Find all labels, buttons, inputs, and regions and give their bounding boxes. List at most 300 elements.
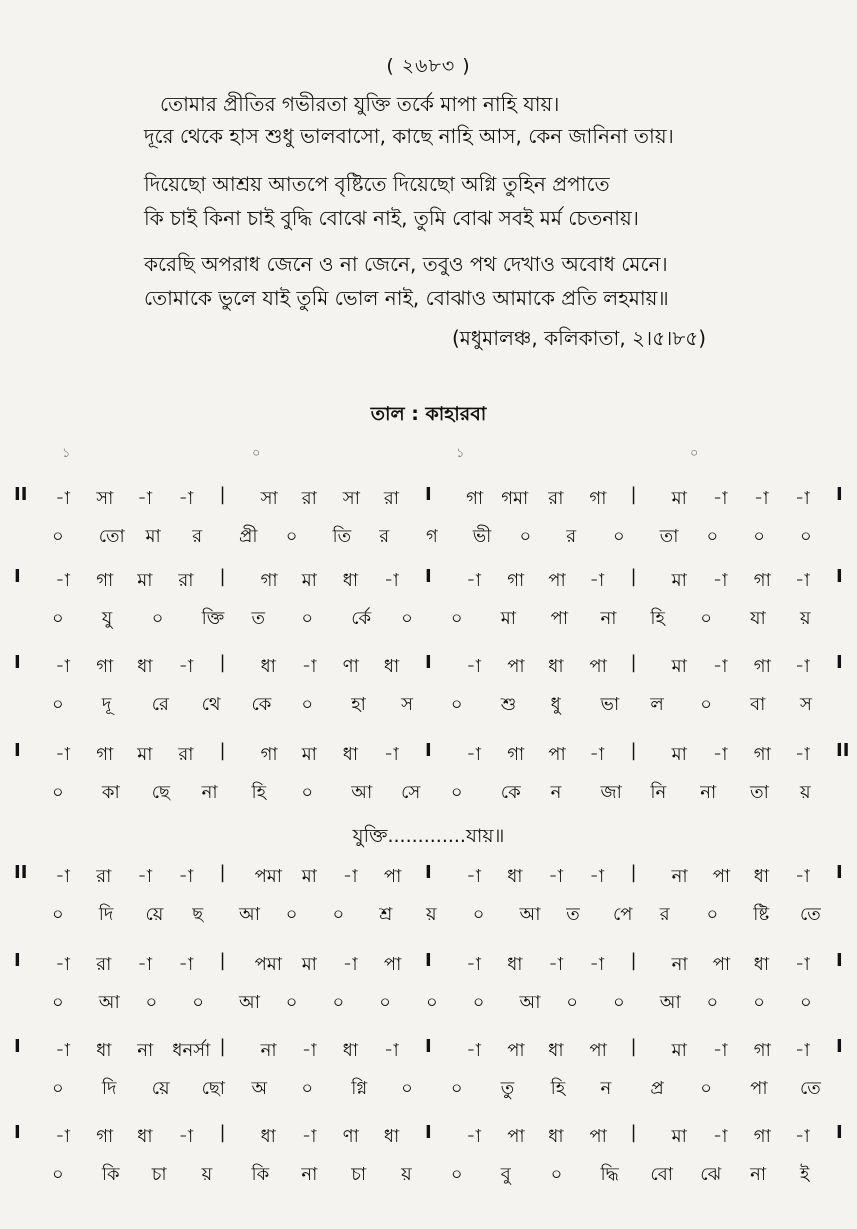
bar-line: I	[836, 862, 843, 883]
bar-line: |	[630, 740, 637, 761]
swara-note: পা	[712, 866, 731, 887]
lyric-syllable: ০	[52, 694, 64, 715]
swara-note: -া	[712, 744, 728, 765]
bar-line: I	[14, 1036, 21, 1057]
swara-note: -া	[301, 656, 317, 677]
lyric-syllable: তি	[332, 526, 352, 547]
lyric-syllable: ০	[401, 1078, 413, 1099]
swara-note: -া	[548, 954, 564, 975]
lyric-syllable: অ	[251, 1078, 268, 1099]
lyric-syllable: ০	[519, 526, 532, 547]
bar-line: I	[425, 1122, 432, 1143]
lyric-syllable: না	[700, 782, 717, 803]
lyric-syllable: ০	[426, 992, 438, 1013]
lyric-syllable: দূ	[101, 694, 112, 715]
lyric-syllable: তা	[750, 782, 769, 803]
bar-line: I	[14, 566, 21, 587]
swara-note: ধা	[383, 656, 400, 677]
swara-row	[0, 740, 857, 770]
swara-note: -া	[301, 1126, 317, 1147]
swara-note: -া	[466, 954, 481, 975]
lyric-syllable: য়	[800, 608, 811, 629]
poem-line-4: কি চাই কিনা চাই বুদ্ধি বোঝে নাই, তুমি বোঝ সবই মর্ম চেতনায়।	[144, 206, 639, 230]
swara-note: পা	[548, 570, 566, 591]
bar-line: I	[836, 652, 843, 673]
swara-note: গা	[96, 570, 114, 591]
lyric-syllable: যু	[101, 608, 113, 629]
swara-note: -া	[794, 1126, 810, 1147]
swara-note: -া	[178, 656, 194, 677]
lyric-syllable: য়	[401, 1164, 412, 1185]
lyric-row	[0, 690, 857, 720]
swara-note: মা	[671, 488, 687, 509]
swara-note: গা	[753, 656, 771, 677]
lyric-syllable: ০	[700, 608, 712, 629]
swara-note: -া	[794, 866, 810, 887]
lyric-syllable: ০	[800, 992, 812, 1013]
swara-row	[0, 566, 857, 596]
swara-note: -া	[753, 488, 769, 509]
swara-note: মা	[137, 570, 153, 591]
swara-note: -া	[137, 954, 153, 975]
poem-line-5: করেছি অপরাধ জেনে ও না জেনে, তবুও পথ দেখাও অবোধ মেনে।	[144, 252, 668, 276]
lyric-syllable: স	[800, 694, 812, 715]
swara-note: ধা	[96, 1040, 112, 1061]
swara-note: -া	[466, 744, 481, 765]
bar-line: I	[425, 862, 432, 883]
swara-note: গা	[753, 1040, 771, 1061]
beat-mark: ১	[62, 446, 71, 461]
lyric-syllable: তো	[98, 526, 125, 547]
swara-note: গা	[753, 570, 771, 591]
swara-note: পা	[383, 866, 402, 887]
bar-line: I	[425, 566, 432, 587]
bar-line: II	[14, 484, 28, 505]
lyric-syllable: র	[659, 904, 670, 925]
lyric-syllable: ০	[700, 1078, 712, 1099]
beat-mark: ১	[456, 446, 465, 461]
swara-note: মা	[671, 1126, 687, 1147]
swara-note: না	[671, 866, 688, 887]
lyric-syllable: ০	[301, 608, 314, 629]
swara-note: রা	[548, 488, 564, 509]
lyric-syllable: ০	[700, 694, 712, 715]
lyric-syllable: ০	[52, 782, 64, 803]
lyric-syllable: ই	[800, 1164, 810, 1185]
lyric-syllable: ০	[450, 694, 463, 715]
swara-note: -া	[589, 570, 605, 591]
lyric-syllable: ০	[401, 608, 413, 629]
swara-note: -া	[794, 1040, 810, 1061]
swara-row	[0, 950, 857, 980]
lyric-syllable: আ	[239, 992, 260, 1013]
lyric-syllable: ক্তি	[201, 608, 225, 629]
swara-note: ধা	[260, 656, 276, 677]
lyric-syllable: চা	[151, 1164, 167, 1185]
lyric-syllable: স	[401, 694, 413, 715]
lyric-syllable: ০	[52, 992, 64, 1013]
bar-line: |	[630, 1122, 637, 1143]
swara-note: মা	[137, 744, 153, 765]
swara-note: রা	[301, 488, 317, 509]
beat-mark: ০	[690, 446, 699, 461]
lyric-syllable: ০	[285, 992, 298, 1013]
lyric-syllable: ভা	[600, 694, 620, 715]
lyric-syllable: গ্নি	[351, 1078, 368, 1099]
bar-line: I	[14, 740, 21, 761]
swara-note: ধা	[507, 954, 523, 975]
lyric-syllable: ০	[52, 1164, 64, 1185]
lyric-syllable: হি	[251, 782, 267, 803]
swara-note: ধা	[260, 1126, 276, 1147]
lyric-syllable: ন	[550, 782, 562, 803]
lyric-syllable: গ	[426, 526, 438, 547]
bar-line: I	[14, 652, 21, 673]
lyric-syllable: ০	[706, 992, 719, 1013]
poem-line-3: দিয়েছো আশ্রয় আতপে বৃষ্টিতে দিয়েছো অগ্নি তুহিন প্রপাতে	[144, 172, 610, 196]
lyric-syllable: ০	[52, 904, 64, 925]
lyric-syllable: দি	[98, 904, 114, 925]
lyric-syllable: ০	[151, 608, 164, 629]
lyric-syllable: কে	[251, 694, 272, 715]
lyric-syllable: ০	[753, 992, 765, 1013]
swara-note: গা	[753, 744, 771, 765]
lyric-row	[0, 988, 857, 1018]
swara-note: ধনর্সা	[172, 1040, 211, 1061]
bar-line: |	[219, 652, 226, 673]
lyric-syllable: মা	[145, 526, 161, 547]
lyric-syllable: ছো	[201, 1078, 226, 1099]
swara-note: পা	[507, 656, 525, 677]
swara-note: -া	[794, 656, 810, 677]
lyric-syllable: কা	[101, 782, 120, 803]
swara-note: ধা	[137, 656, 153, 677]
swara-note: গা	[96, 744, 114, 765]
bar-line: |	[219, 740, 226, 761]
lyric-syllable: পা	[750, 1078, 768, 1099]
lyric-syllable: কি	[101, 1164, 120, 1185]
lyric-syllable: ল	[650, 694, 664, 715]
lyric-syllable: না	[201, 782, 218, 803]
swara-row	[0, 862, 857, 892]
swara-note: -া	[466, 1040, 481, 1061]
lyric-syllable: তু	[500, 1078, 515, 1099]
swara-note: -া	[383, 1040, 399, 1061]
swara-note: -া	[466, 570, 481, 591]
lyric-syllable: ০	[450, 1078, 463, 1099]
bar-line: |	[630, 484, 637, 505]
lyric-syllable: র্কে	[351, 608, 372, 629]
swara-note: -া	[137, 488, 153, 509]
swara-note: ণা	[342, 656, 359, 677]
bar-line: |	[630, 1036, 637, 1057]
lyric-syllable: প্রী	[239, 526, 258, 547]
lyric-syllable: ০	[52, 526, 64, 547]
lyric-syllable: হা	[351, 694, 366, 715]
swara-note: ধা	[383, 1126, 400, 1147]
lyric-syllable: ০	[192, 992, 204, 1013]
bar-line: |	[219, 484, 226, 505]
bar-line: |	[630, 862, 637, 883]
bar-line: I	[836, 566, 843, 587]
swara-note: পমা	[254, 866, 283, 887]
lyric-syllable: ছে	[151, 782, 170, 803]
swara-note: -া	[301, 1040, 317, 1061]
lyric-row	[0, 900, 857, 930]
lyric-syllable: নি	[650, 782, 667, 803]
lyric-syllable: বু	[500, 1164, 511, 1185]
swara-note: -া	[712, 1040, 728, 1061]
swara-note: -া	[794, 744, 810, 765]
lyric-syllable: ০	[450, 1164, 463, 1185]
bar-line: |	[630, 566, 637, 587]
lyric-syllable: শ্র	[379, 904, 393, 925]
beat-marks	[0, 444, 857, 464]
lyric-syllable: যা	[750, 608, 766, 629]
swara-note: না	[137, 1040, 154, 1061]
swara-note: -া	[794, 488, 810, 509]
bar-line: |	[630, 652, 637, 673]
lyric-syllable: শু	[500, 694, 517, 715]
lyric-syllable: রে	[151, 694, 169, 715]
swara-note: -া	[466, 866, 481, 887]
swara-note: -া	[712, 488, 728, 509]
lyric-syllable: ০	[450, 608, 463, 629]
lyric-syllable: ০	[145, 992, 158, 1013]
swara-note: গা	[260, 570, 278, 591]
bar-line: I	[425, 740, 432, 761]
lyric-syllable: পা	[550, 608, 569, 629]
bar-line: |	[219, 1122, 226, 1143]
lyric-syllable: না	[301, 1164, 318, 1185]
swara-row	[0, 1122, 857, 1152]
lyric-syllable: ঝে	[700, 1164, 722, 1185]
swara-note: -া	[589, 744, 605, 765]
bar-line: I	[836, 484, 843, 505]
swara-note: গা	[507, 744, 525, 765]
lyric-syllable: ০	[566, 992, 578, 1013]
lyric-syllable: দ্ধি	[600, 1164, 619, 1185]
bar-line: I	[425, 1036, 432, 1057]
lyric-syllable: ত	[251, 608, 265, 629]
bar-line: |	[219, 1036, 226, 1057]
swara-note: গা	[589, 488, 607, 509]
bar-line: I	[14, 950, 21, 971]
lyric-syllable: র	[192, 526, 203, 547]
lyric-syllable: ত	[566, 904, 580, 925]
lyric-syllable: ০	[285, 526, 298, 547]
lyric-syllable: দি	[101, 1078, 117, 1099]
swara-note: -া	[548, 866, 564, 887]
lyric-syllable: ০	[613, 526, 625, 547]
lyric-syllable: ০	[332, 904, 345, 925]
swara-note: ধা	[342, 570, 359, 591]
lyric-syllable: বা	[750, 694, 766, 715]
lyric-syllable: র	[566, 526, 577, 547]
lyric-syllable: ষ্টি	[753, 904, 770, 925]
swara-note: রা	[383, 488, 400, 509]
swara-note: গা	[753, 1126, 771, 1147]
bar-line: |	[630, 950, 637, 971]
swara-note: গা	[96, 1126, 114, 1147]
swara-note: ধা	[137, 1126, 153, 1147]
swara-note: রা	[178, 570, 194, 591]
swara-note: -া	[589, 954, 605, 975]
swara-note: না	[260, 1040, 277, 1061]
swara-note: গা	[96, 656, 114, 677]
bar-line: I	[836, 1122, 843, 1143]
swara-note: রা	[178, 744, 194, 765]
swara-note: পা	[589, 1126, 607, 1147]
taal-label: তাল : কাহারবা	[370, 403, 487, 425]
swara-note: ধা	[753, 954, 770, 975]
lyric-syllable: সে	[401, 782, 421, 803]
swara-note: সা	[260, 488, 278, 509]
swara-note: পা	[712, 954, 731, 975]
swara-note: -া	[55, 656, 70, 677]
swara-note: পা	[548, 744, 566, 765]
swara-note: -া	[55, 866, 70, 887]
swara-note: -া	[55, 954, 70, 975]
bar-line: |	[219, 950, 226, 971]
swara-note: -া	[383, 570, 399, 591]
lyric-syllable: ০	[613, 992, 625, 1013]
poem-line-6: তোমাকে ভুলে যাই তুমি ভোল নাই, বোঝাও আমাকে প্রতি লহমায়॥	[144, 286, 669, 310]
swara-note: ধা	[342, 1040, 359, 1061]
swara-note: মা	[671, 744, 687, 765]
swara-note: ধা	[548, 1040, 564, 1061]
swara-note: -া	[466, 656, 481, 677]
swara-note: -া	[55, 1040, 70, 1061]
swara-note: ণা	[342, 1126, 359, 1147]
lyric-syllable: ন	[600, 1078, 612, 1099]
swara-note: গা	[466, 488, 484, 509]
lyric-syllable: ০	[800, 526, 812, 547]
lyric-syllable: ০	[52, 1078, 64, 1099]
lyric-syllable: না	[750, 1164, 767, 1185]
lyric-syllable: আ	[519, 992, 541, 1013]
swara-note: -া	[383, 744, 399, 765]
lyric-syllable: আ	[519, 904, 541, 925]
lyric-syllable: থে	[201, 694, 221, 715]
lyric-syllable: ০	[472, 904, 485, 925]
swara-note: -া	[794, 954, 810, 975]
lyric-syllable: কি	[251, 1164, 270, 1185]
lyric-syllable: ০	[285, 904, 298, 925]
lyric-syllable: আ	[659, 992, 681, 1013]
swara-note: -া	[178, 954, 194, 975]
lyric-syllable: কে	[500, 782, 521, 803]
poem-line-2: দূরে থেকে হাস শুধু ভালবাসো, কাছে নাহি আস, কেন জানিনা তায়।	[144, 124, 674, 148]
lyric-syllable: আ	[351, 782, 373, 803]
lyric-syllable: চা	[351, 1164, 367, 1185]
bar-line: I	[836, 1036, 843, 1057]
lyric-syllable: ০	[472, 992, 485, 1013]
lyric-row	[0, 604, 857, 634]
bar-line: I	[836, 950, 843, 971]
lyric-syllable: ০	[301, 1078, 314, 1099]
lyric-syllable: ০	[450, 782, 463, 803]
swara-note: -া	[589, 866, 605, 887]
swara-note: ধা	[548, 656, 564, 677]
swara-note: -া	[55, 744, 70, 765]
swara-note: -া	[466, 1126, 481, 1147]
lyric-syllable: প্র	[650, 1078, 664, 1099]
swara-note: -া	[55, 488, 70, 509]
swara-note: -া	[712, 656, 728, 677]
lyric-syllable: ০	[301, 694, 314, 715]
swara-note: মা	[301, 866, 317, 887]
lyric-syllable: ০	[52, 608, 64, 629]
lyric-syllable: আ	[239, 904, 260, 925]
bar-line: I	[425, 484, 432, 505]
lyric-syllable: য়	[800, 782, 811, 803]
swara-note: -া	[342, 954, 358, 975]
lyric-syllable: জা	[600, 782, 622, 803]
swara-note: না	[671, 954, 688, 975]
swara-note: গমা	[501, 488, 529, 509]
swara-note: -া	[712, 570, 728, 591]
swara-note: পা	[383, 954, 402, 975]
lyric-syllable: য়ে	[151, 1078, 170, 1099]
swara-note: -া	[178, 1126, 194, 1147]
swara-note: মা	[671, 1040, 687, 1061]
lyric-syllable: হি	[650, 608, 665, 629]
lyric-row	[0, 1074, 857, 1104]
page-number: ( ২৬৮৩ )	[386, 55, 471, 77]
swara-note: ধা	[548, 1126, 564, 1147]
poem-line-1: তোমার প্রীতির গভীরতা যুক্তি তর্কে মাপা নাহি যায়।	[160, 92, 560, 116]
lyric-syllable: পে	[613, 904, 633, 925]
lyric-syllable: তে	[800, 1078, 821, 1099]
swara-note: -া	[178, 488, 194, 509]
lyric-syllable: আ	[98, 992, 120, 1013]
swara-note: মা	[301, 954, 317, 975]
lyric-syllable: তা	[659, 526, 679, 547]
swara-note: -া	[55, 1126, 70, 1147]
lyric-syllable: ০	[706, 526, 719, 547]
swara-note: পা	[507, 1126, 525, 1147]
poem-credit: (মধুমালঞ্চ, কলিকাতা, ২।৫।৮৫)	[452, 326, 707, 350]
swara-note: -া	[137, 866, 153, 887]
swara-note: -া	[794, 570, 810, 591]
lyric-syllable: ০	[301, 782, 314, 803]
bar-line: II	[836, 740, 850, 761]
swara-note: -া	[712, 1126, 728, 1147]
swara-note: ধা	[507, 866, 523, 887]
lyric-syllable: ধু	[550, 694, 561, 715]
bar-line: I	[425, 652, 432, 673]
swara-note: মা	[301, 744, 317, 765]
swara-note: -া	[55, 570, 70, 591]
beat-mark: ০	[252, 446, 261, 461]
lyric-syllable: মা	[500, 608, 517, 629]
swara-note: রা	[96, 866, 112, 887]
swara-row	[0, 484, 857, 514]
swara-note: পা	[507, 1040, 525, 1061]
lyric-syllable: য়	[201, 1164, 213, 1185]
swara-note: মা	[671, 656, 687, 677]
swara-row	[0, 1036, 857, 1066]
lyric-syllable: তে	[800, 904, 821, 925]
swara-note: ধা	[753, 866, 770, 887]
lyric-row	[0, 522, 857, 552]
bar-line: |	[219, 566, 226, 587]
lyric-syllable: ০	[550, 1164, 563, 1185]
bar-line: I	[425, 950, 432, 971]
swara-note: পা	[589, 656, 607, 677]
swara-note: পমা	[254, 954, 283, 975]
